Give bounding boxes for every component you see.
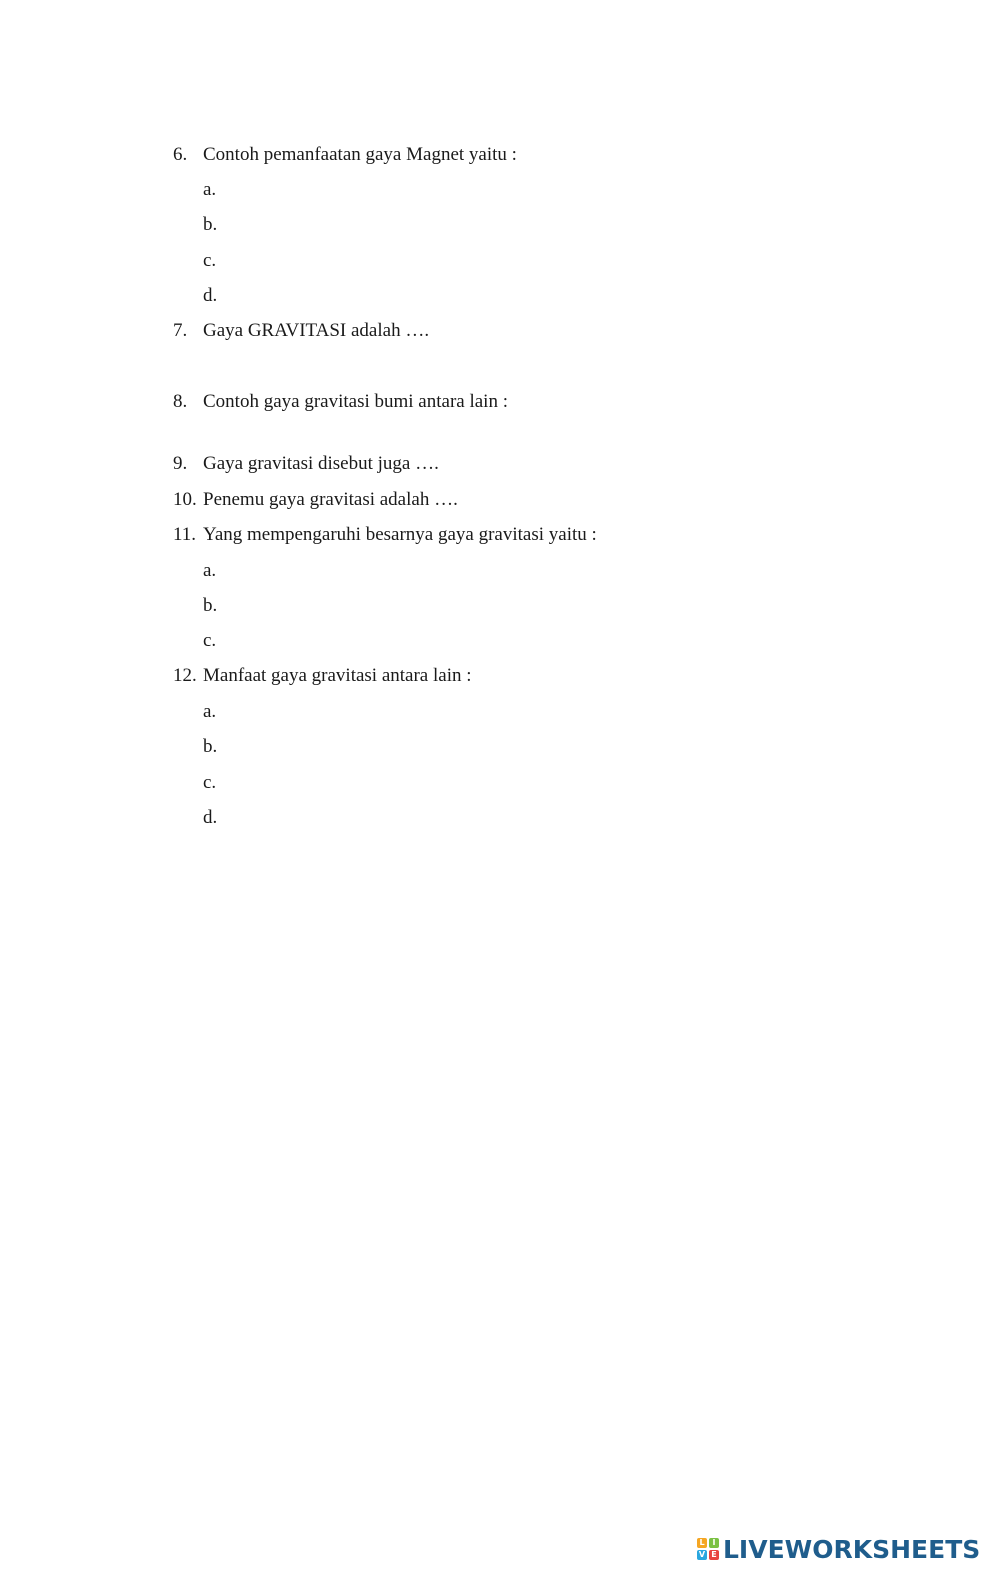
liveworksheets-logo xyxy=(697,1534,980,1564)
option-letter: c. xyxy=(203,250,217,271)
question-number: 9. xyxy=(173,453,188,474)
question-text: Gaya GRAVITASI adalah …. xyxy=(203,320,430,341)
option-letter: a. xyxy=(203,179,217,200)
logo-mark-icon xyxy=(697,1538,719,1560)
question-number: 8. xyxy=(173,391,188,412)
option-letter: b. xyxy=(203,214,218,235)
option-letter: a. xyxy=(203,560,217,581)
question-text: Gaya gravitasi disebut juga …. xyxy=(203,453,439,474)
logo-mark-tile: L xyxy=(697,1538,707,1548)
logo-mark-tile: E xyxy=(709,1550,719,1560)
option-letter: d. xyxy=(203,807,218,828)
logo-mark-tile: V xyxy=(698,1550,706,1559)
question-number: 10. xyxy=(173,489,197,510)
question-number: 6. xyxy=(173,144,188,165)
question-text: Penemu gaya gravitasi adalah …. xyxy=(203,489,458,510)
logo-mark-tile: I xyxy=(709,1538,719,1548)
question-number: 12. xyxy=(173,665,197,686)
option-letter: a. xyxy=(203,701,217,722)
question-text: Manfaat gaya gravitasi antara lain : xyxy=(203,665,472,686)
question-number: 7. xyxy=(173,320,188,341)
logo-text: LIVEWORKSHEETS xyxy=(723,1534,981,1564)
option-letter: b. xyxy=(203,595,218,616)
option-letter: c. xyxy=(203,630,217,651)
question-text: Yang mempengaruhi besarnya gaya gravitasi yaitu : xyxy=(203,524,597,545)
question-number: 11. xyxy=(173,524,197,545)
option-letter: d. xyxy=(203,285,218,306)
question-text: Contoh gaya gravitasi bumi antara lain : xyxy=(203,391,508,412)
option-letter: b. xyxy=(203,736,218,757)
option-letter: c. xyxy=(203,772,217,793)
question-text: Contoh pemanfaatan gaya Magnet yaitu : xyxy=(203,144,517,165)
